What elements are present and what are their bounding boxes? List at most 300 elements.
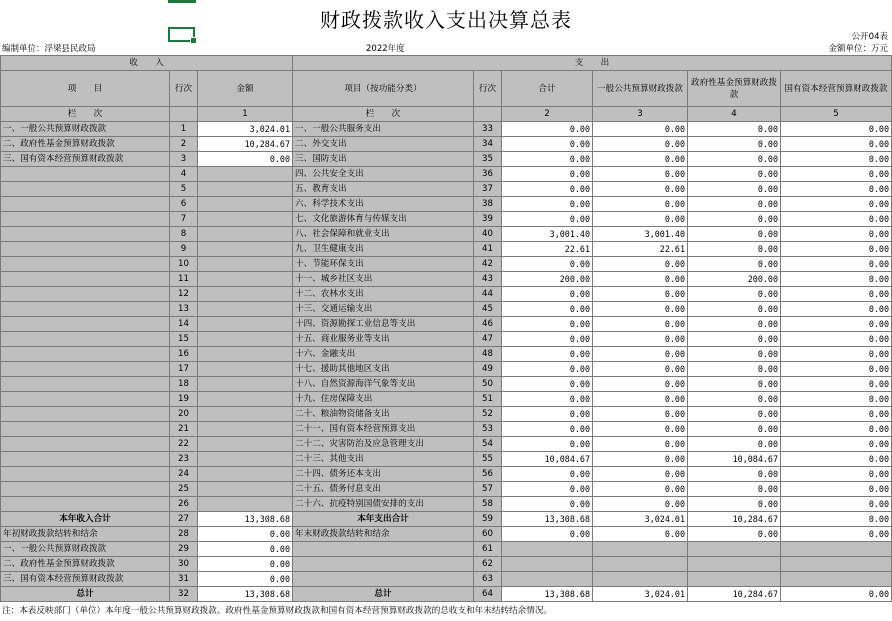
expense-total-cell[interactable]: 200.00 (502, 272, 593, 287)
income-row-no-cell[interactable]: 27 (170, 512, 198, 527)
income-amount-cell[interactable] (198, 332, 293, 347)
income-amount-cell[interactable] (198, 212, 293, 227)
income-item-cell[interactable] (1, 437, 170, 452)
expense-state-capital-cell[interactable] (781, 572, 892, 587)
income-row-no-cell[interactable]: 8 (170, 227, 198, 242)
income-amount-cell[interactable] (198, 422, 293, 437)
expense-row-no-cell[interactable]: 51 (474, 392, 502, 407)
expense-item-cell[interactable]: 二十三、其他支出 (293, 452, 474, 467)
expense-gen-budget-cell[interactable]: 0.00 (593, 197, 688, 212)
expense-gov-fund-cell[interactable]: 0.00 (688, 332, 781, 347)
expense-total-cell[interactable]: 0.00 (502, 182, 593, 197)
expense-gen-budget-cell[interactable]: 0.00 (593, 272, 688, 287)
income-row-no-cell[interactable]: 22 (170, 437, 198, 452)
income-row-no-cell[interactable]: 4 (170, 167, 198, 182)
expense-total-cell[interactable]: 0.00 (502, 347, 593, 362)
footnote: 注：本表反映部门（单位）本年度一般公共预算财政拨款、政府性基金预算财政拨款和国有资本经营预算财政拨款的总收支和年末结转结余情况。 (2, 606, 553, 616)
income-row-no-cell[interactable]: 5 (170, 182, 198, 197)
income-amount-cell[interactable]: 0.00 (198, 557, 293, 572)
expense-state-capital-cell[interactable]: 0.00 (781, 497, 892, 512)
expense-item-cell[interactable]: 七、文化旅游体育与传媒支出 (293, 212, 474, 227)
expense-row-no-cell[interactable]: 47 (474, 332, 502, 347)
header-item: 项 目 (1, 71, 170, 107)
income-row-no-cell[interactable]: 21 (170, 422, 198, 437)
income-row-no-cell[interactable]: 11 (170, 272, 198, 287)
expense-item-cell[interactable]: 六、科学技术支出 (293, 197, 474, 212)
expense-item-cell[interactable]: 一、一般公共服务支出 (293, 122, 474, 137)
income-amount-cell[interactable] (198, 482, 293, 497)
expense-gen-budget-cell[interactable]: 0.00 (593, 137, 688, 152)
income-row-no-cell[interactable]: 9 (170, 242, 198, 257)
expense-item-cell[interactable]: 十九、住房保障支出 (293, 392, 474, 407)
income-row-no-cell[interactable]: 10 (170, 257, 198, 272)
expense-item-cell[interactable]: 十、节能环保支出 (293, 257, 474, 272)
income-row-no-cell[interactable]: 14 (170, 317, 198, 332)
expense-gen-budget-cell[interactable]: 0.00 (593, 347, 688, 362)
expense-gen-budget-cell[interactable]: 0.00 (593, 452, 688, 467)
income-item-cell[interactable]: 二、政府性基金预算财政拨款 (1, 137, 170, 152)
expense-row-no-cell[interactable]: 35 (474, 152, 502, 167)
income-amount-cell[interactable] (198, 407, 293, 422)
income-item-cell[interactable] (1, 302, 170, 317)
expense-state-capital-cell[interactable]: 0.00 (781, 152, 892, 167)
expense-item-cell[interactable]: 年末财政拨款结转和结余 (293, 527, 474, 542)
expense-total-cell[interactable]: 0.00 (502, 167, 593, 182)
income-row-no-cell[interactable]: 32 (170, 587, 198, 602)
income-row-no-cell[interactable]: 31 (170, 572, 198, 587)
expense-row-no-cell[interactable]: 37 (474, 182, 502, 197)
income-item-cell[interactable] (1, 347, 170, 362)
expense-gen-budget-cell[interactable]: 0.00 (593, 167, 688, 182)
expense-row-no-cell[interactable]: 46 (474, 317, 502, 332)
expense-total-cell[interactable]: 0.00 (502, 257, 593, 272)
expense-item-cell[interactable]: 十六、金融支出 (293, 347, 474, 362)
expense-state-capital-cell[interactable]: 0.00 (781, 392, 892, 407)
income-amount-cell[interactable] (198, 272, 293, 287)
expense-state-capital-cell[interactable]: 0.00 (781, 197, 892, 212)
expense-state-capital-cell[interactable]: 0.00 (781, 182, 892, 197)
expense-state-capital-cell[interactable]: 0.00 (781, 332, 892, 347)
expense-gen-budget-cell[interactable]: 0.00 (593, 392, 688, 407)
expense-row-no-cell[interactable]: 61 (474, 542, 502, 557)
income-item-cell[interactable] (1, 332, 170, 347)
income-row-no-cell[interactable]: 12 (170, 287, 198, 302)
expense-total-cell[interactable]: 0.00 (502, 467, 593, 482)
income-item-cell[interactable]: 本年收入合计 (1, 512, 170, 527)
income-item-cell[interactable]: 三、国有资本经营预算财政拨款 (1, 152, 170, 167)
expense-row-no-cell[interactable]: 45 (474, 302, 502, 317)
money-unit: 金额单位：万元 (828, 44, 888, 54)
table-row (1, 362, 892, 377)
income-amount-cell[interactable] (198, 182, 293, 197)
expense-item-cell[interactable]: 二十、粮油物资储备支出 (293, 407, 474, 422)
income-item-cell[interactable] (1, 212, 170, 227)
expense-gov-fund-cell[interactable]: 0.00 (688, 377, 781, 392)
col-index-1: 1 (198, 107, 293, 122)
income-row-no-cell[interactable]: 17 (170, 362, 198, 377)
expense-row-no-cell[interactable]: 33 (474, 122, 502, 137)
income-row-no-cell[interactable]: 13 (170, 302, 198, 317)
income-item-cell[interactable]: 总计 (1, 587, 170, 602)
income-amount-cell[interactable] (198, 497, 293, 512)
expense-item-cell[interactable]: 总计 (293, 587, 474, 602)
expense-gen-budget-cell[interactable]: 0.00 (593, 257, 688, 272)
expense-gov-fund-cell[interactable]: 0.00 (688, 137, 781, 152)
expense-gov-fund-cell[interactable]: 0.00 (688, 422, 781, 437)
expense-gov-fund-cell[interactable]: 10,284.67 (688, 587, 781, 602)
income-row-no-cell[interactable]: 1 (170, 122, 198, 137)
expense-gen-budget-cell[interactable] (593, 542, 688, 557)
expense-total-cell[interactable]: 0.00 (502, 497, 593, 512)
income-item-cell[interactable]: 一、一般公共预算财政拨款 (1, 542, 170, 557)
income-item-cell[interactable] (1, 392, 170, 407)
expense-gov-fund-cell[interactable]: 0.00 (688, 482, 781, 497)
income-row-no-cell[interactable]: 29 (170, 542, 198, 557)
header-amount: 金额 (198, 71, 293, 107)
expense-gov-fund-cell[interactable]: 0.00 (688, 407, 781, 422)
expense-gov-fund-cell[interactable] (688, 572, 781, 587)
expense-gen-budget-cell[interactable]: 0.00 (593, 467, 688, 482)
income-row-no-cell[interactable]: 25 (170, 482, 198, 497)
expense-item-cell[interactable]: 四、公共安全支出 (293, 167, 474, 182)
income-item-cell[interactable] (1, 287, 170, 302)
income-row-no-cell[interactable]: 16 (170, 347, 198, 362)
expense-row-no-cell[interactable]: 60 (474, 527, 502, 542)
expense-item-cell[interactable]: 十五、商业服务业等支出 (293, 332, 474, 347)
expense-total-cell[interactable]: 0.00 (502, 377, 593, 392)
expense-state-capital-cell[interactable]: 0.00 (781, 137, 892, 152)
income-row-no-cell[interactable]: 23 (170, 452, 198, 467)
expense-state-capital-cell[interactable]: 0.00 (781, 512, 892, 527)
expense-total-cell[interactable]: 0.00 (502, 407, 593, 422)
income-amount-cell[interactable] (198, 257, 293, 272)
expense-gen-budget-cell[interactable]: 0.00 (593, 317, 688, 332)
expense-row-no-cell[interactable]: 63 (474, 572, 502, 587)
income-amount-cell[interactable]: 13,308.68 (198, 587, 293, 602)
expense-state-capital-cell[interactable]: 0.00 (781, 272, 892, 287)
income-row-no-cell[interactable]: 26 (170, 497, 198, 512)
expense-row-no-cell[interactable]: 58 (474, 497, 502, 512)
income-item-cell[interactable] (1, 377, 170, 392)
income-item-cell[interactable] (1, 467, 170, 482)
expense-total-cell[interactable]: 0.00 (502, 527, 593, 542)
expense-row-no-cell[interactable]: 55 (474, 452, 502, 467)
expense-total-cell[interactable]: 0.00 (502, 482, 593, 497)
expense-item-cell[interactable] (293, 557, 474, 572)
income-amount-cell[interactable] (198, 167, 293, 182)
expense-state-capital-cell[interactable]: 0.00 (781, 257, 892, 272)
income-row-no-cell[interactable]: 28 (170, 527, 198, 542)
income-item-cell[interactable] (1, 272, 170, 287)
expense-row-no-cell[interactable]: 59 (474, 512, 502, 527)
expense-state-capital-cell[interactable]: 0.00 (781, 377, 892, 392)
expense-gen-budget-cell[interactable]: 0.00 (593, 482, 688, 497)
expense-total-cell[interactable]: 0.00 (502, 392, 593, 407)
expense-state-capital-cell[interactable]: 0.00 (781, 167, 892, 182)
expense-item-cell[interactable]: 三、国防支出 (293, 152, 474, 167)
expense-state-capital-cell[interactable]: 0.00 (781, 482, 892, 497)
expense-gen-budget-cell[interactable] (593, 557, 688, 572)
expense-gen-budget-cell[interactable]: 22.61 (593, 242, 688, 257)
expense-gov-fund-cell[interactable] (688, 557, 781, 572)
income-item-cell[interactable] (1, 362, 170, 377)
expense-state-capital-cell[interactable]: 0.00 (781, 452, 892, 467)
fill-handle[interactable] (190, 37, 197, 44)
income-item-cell[interactable] (1, 242, 170, 257)
expense-gen-budget-cell[interactable]: 0.00 (593, 302, 688, 317)
expense-total-cell[interactable]: 0.00 (502, 317, 593, 332)
expense-total-cell[interactable]: 0.00 (502, 152, 593, 167)
income-item-cell[interactable] (1, 197, 170, 212)
income-amount-cell[interactable] (198, 227, 293, 242)
income-row-no-cell[interactable]: 18 (170, 377, 198, 392)
expense-state-capital-cell[interactable]: 0.00 (781, 362, 892, 377)
expense-state-capital-cell[interactable]: 0.00 (781, 227, 892, 242)
income-row-no-cell[interactable]: 2 (170, 137, 198, 152)
expense-gov-fund-cell[interactable]: 200.00 (688, 272, 781, 287)
income-item-cell[interactable]: 二、政府性基金预算财政拨款 (1, 557, 170, 572)
expense-gov-fund-cell[interactable]: 0.00 (688, 287, 781, 302)
expense-gov-fund-cell[interactable]: 0.00 (688, 527, 781, 542)
income-amount-cell[interactable] (198, 197, 293, 212)
expense-item-cell[interactable] (293, 542, 474, 557)
income-row-no-cell[interactable]: 24 (170, 467, 198, 482)
expense-total-cell[interactable]: 13,308.68 (502, 587, 593, 602)
expense-row-no-cell[interactable]: 36 (474, 167, 502, 182)
income-item-cell[interactable] (1, 257, 170, 272)
expense-total-cell[interactable]: 0.00 (502, 137, 593, 152)
expense-item-cell[interactable]: 八、社会保障和就业支出 (293, 227, 474, 242)
expense-row-no-cell[interactable]: 38 (474, 197, 502, 212)
expense-item-cell[interactable] (293, 572, 474, 587)
income-item-cell[interactable] (1, 452, 170, 467)
income-amount-cell[interactable] (198, 287, 293, 302)
expense-state-capital-cell[interactable]: 0.00 (781, 242, 892, 257)
expense-gen-budget-cell[interactable]: 0.00 (593, 407, 688, 422)
income-amount-cell[interactable]: 13,308.68 (198, 512, 293, 527)
income-amount-cell[interactable] (198, 392, 293, 407)
expense-item-cell[interactable]: 本年支出合计 (293, 512, 474, 527)
expense-state-capital-cell[interactable]: 0.00 (781, 587, 892, 602)
income-amount-cell[interactable] (198, 467, 293, 482)
income-row-no-cell[interactable]: 20 (170, 407, 198, 422)
income-amount-cell[interactable]: 0.00 (198, 527, 293, 542)
expense-gov-fund-cell[interactable]: 0.00 (688, 362, 781, 377)
expense-gen-budget-cell[interactable]: 3,024.01 (593, 587, 688, 602)
expense-gen-budget-cell[interactable]: 0.00 (593, 332, 688, 347)
expense-state-capital-cell[interactable]: 0.00 (781, 347, 892, 362)
expense-row-no-cell[interactable]: 49 (474, 362, 502, 377)
income-amount-cell[interactable] (198, 377, 293, 392)
expense-row-no-cell[interactable]: 56 (474, 467, 502, 482)
expense-gen-budget-cell[interactable]: 0.00 (593, 527, 688, 542)
expense-gen-budget-cell[interactable]: 0.00 (593, 362, 688, 377)
expense-gov-fund-cell[interactable]: 0.00 (688, 122, 781, 137)
expense-total-cell[interactable]: 3,001.40 (502, 227, 593, 242)
expense-row-no-cell[interactable]: 52 (474, 407, 502, 422)
expense-gen-budget-cell[interactable]: 0.00 (593, 497, 688, 512)
expense-gen-budget-cell[interactable]: 0.00 (593, 437, 688, 452)
income-item-cell[interactable]: 年初财政拨款结转和结余 (1, 527, 170, 542)
expense-state-capital-cell[interactable]: 0.00 (781, 302, 892, 317)
expense-total-cell[interactable]: 0.00 (502, 437, 593, 452)
expense-row-no-cell[interactable]: 34 (474, 137, 502, 152)
unit-org: 编制单位：浮梁县民政局 (2, 44, 96, 54)
expense-row-no-cell[interactable]: 43 (474, 272, 502, 287)
expense-gov-fund-cell[interactable]: 0.00 (688, 497, 781, 512)
expense-state-capital-cell[interactable] (781, 557, 892, 572)
expense-gov-fund-cell[interactable]: 0.00 (688, 392, 781, 407)
income-amount-cell[interactable]: 0.00 (198, 572, 293, 587)
expense-gen-budget-cell[interactable]: 0.00 (593, 182, 688, 197)
income-amount-cell[interactable] (198, 242, 293, 257)
expense-total-cell[interactable]: 0.00 (502, 362, 593, 377)
expense-row-no-cell[interactable]: 40 (474, 227, 502, 242)
expense-gov-fund-cell[interactable]: 0.00 (688, 317, 781, 332)
expense-row-no-cell[interactable]: 48 (474, 347, 502, 362)
expense-gov-fund-cell[interactable]: 0.00 (688, 302, 781, 317)
income-row-no-cell[interactable]: 7 (170, 212, 198, 227)
expense-row-no-cell[interactable]: 42 (474, 257, 502, 272)
expense-state-capital-cell[interactable]: 0.00 (781, 287, 892, 302)
expense-state-capital-cell[interactable]: 0.00 (781, 437, 892, 452)
income-amount-cell[interactable]: 10,284.67 (198, 137, 293, 152)
expense-gov-fund-cell[interactable]: 0.00 (688, 182, 781, 197)
expense-state-capital-cell[interactable]: 0.00 (781, 212, 892, 227)
income-row-no-cell[interactable]: 15 (170, 332, 198, 347)
expense-gen-budget-cell[interactable]: 3,024.01 (593, 512, 688, 527)
expense-gov-fund-cell[interactable]: 0.00 (688, 167, 781, 182)
expense-item-cell[interactable]: 二十六、抗疫特别国债安排的支出 (293, 497, 474, 512)
expense-gen-budget-cell[interactable]: 0.00 (593, 287, 688, 302)
expense-gov-fund-cell[interactable] (688, 542, 781, 557)
income-amount-cell[interactable]: 0.00 (198, 542, 293, 557)
expense-gov-fund-cell[interactable]: 10,284.67 (688, 512, 781, 527)
expense-item-cell[interactable]: 二十五、债务付息支出 (293, 482, 474, 497)
expense-gen-budget-cell[interactable]: 3,001.40 (593, 227, 688, 242)
expense-row-no-cell[interactable]: 53 (474, 422, 502, 437)
table-row (1, 407, 892, 422)
expense-item-cell[interactable]: 二、外交支出 (293, 137, 474, 152)
expense-row-no-cell[interactable]: 54 (474, 437, 502, 452)
income-row-no-cell[interactable]: 19 (170, 392, 198, 407)
expense-state-capital-cell[interactable] (781, 542, 892, 557)
income-row-no-cell[interactable]: 30 (170, 557, 198, 572)
income-section-header: 收 入 (1, 56, 293, 71)
income-amount-cell[interactable] (198, 317, 293, 332)
expense-gen-budget-cell[interactable]: 0.00 (593, 212, 688, 227)
expense-gov-fund-cell[interactable]: 0.00 (688, 467, 781, 482)
income-item-cell[interactable] (1, 227, 170, 242)
expense-gen-budget-cell[interactable]: 0.00 (593, 122, 688, 137)
income-amount-cell[interactable] (198, 452, 293, 467)
expense-state-capital-cell[interactable]: 0.00 (781, 407, 892, 422)
expense-total-cell[interactable]: 0.00 (502, 287, 593, 302)
income-item-cell[interactable] (1, 167, 170, 182)
expense-state-capital-cell[interactable]: 0.00 (781, 122, 892, 137)
income-amount-cell[interactable] (198, 347, 293, 362)
expense-item-cell[interactable]: 十三、交通运输支出 (293, 302, 474, 317)
income-item-cell[interactable] (1, 407, 170, 422)
expense-state-capital-cell[interactable]: 0.00 (781, 527, 892, 542)
expense-gen-budget-cell[interactable]: 0.00 (593, 377, 688, 392)
expense-item-cell[interactable]: 九、卫生健康支出 (293, 242, 474, 257)
expense-item-cell[interactable]: 二十二、灾害防治及应急管理支出 (293, 437, 474, 452)
expense-total-cell[interactable]: 22.61 (502, 242, 593, 257)
expense-total-cell[interactable] (502, 572, 593, 587)
expense-state-capital-cell[interactable]: 0.00 (781, 422, 892, 437)
income-item-cell[interactable] (1, 482, 170, 497)
expense-total-cell[interactable]: 0.00 (502, 302, 593, 317)
expense-state-capital-cell[interactable]: 0.00 (781, 317, 892, 332)
expense-item-cell[interactable]: 二十四、债务还本支出 (293, 467, 474, 482)
expense-gov-fund-cell[interactable]: 0.00 (688, 242, 781, 257)
expense-gov-fund-cell[interactable]: 0.00 (688, 227, 781, 242)
income-row-no-cell[interactable]: 3 (170, 152, 198, 167)
expense-total-cell[interactable]: 10,084.67 (502, 452, 593, 467)
expense-item-cell[interactable]: 十二、农林水支出 (293, 287, 474, 302)
expense-row-no-cell[interactable]: 39 (474, 212, 502, 227)
expense-gen-budget-cell[interactable]: 0.00 (593, 422, 688, 437)
income-amount-cell[interactable] (198, 437, 293, 452)
expense-state-capital-cell[interactable]: 0.00 (781, 467, 892, 482)
expense-total-cell[interactable] (502, 542, 593, 557)
expense-item-cell[interactable]: 十七、援助其他地区支出 (293, 362, 474, 377)
income-amount-cell[interactable] (198, 302, 293, 317)
expense-item-cell[interactable]: 十四、资源勘探工业信息等支出 (293, 317, 474, 332)
expense-item-cell[interactable]: 五、教育支出 (293, 182, 474, 197)
expense-item-cell[interactable]: 十八、自然资源海洋气象等支出 (293, 377, 474, 392)
expense-gov-fund-cell[interactable]: 0.00 (688, 152, 781, 167)
expense-total-cell[interactable]: 0.00 (502, 332, 593, 347)
expense-row-no-cell[interactable]: 44 (474, 287, 502, 302)
expense-total-cell[interactable]: 0.00 (502, 422, 593, 437)
expense-item-cell[interactable]: 十一、城乡社区支出 (293, 272, 474, 287)
expense-gov-fund-cell[interactable]: 0.00 (688, 437, 781, 452)
expense-gen-budget-cell[interactable]: 0.00 (593, 152, 688, 167)
income-amount-cell[interactable] (198, 362, 293, 377)
expense-row-no-cell[interactable]: 57 (474, 482, 502, 497)
expense-total-cell[interactable]: 13,308.68 (502, 512, 593, 527)
table-row (1, 512, 892, 527)
income-item-cell[interactable] (1, 317, 170, 332)
income-item-cell[interactable]: 一、一般公共预算财政拨款 (1, 122, 170, 137)
income-item-cell[interactable]: 三、国有资本经营预算财政拨款 (1, 572, 170, 587)
income-amount-cell[interactable]: 3,024.01 (198, 122, 293, 137)
expense-item-cell[interactable]: 二十一、国有资本经营预算支出 (293, 422, 474, 437)
report-title: 财政拨款收入支出决算总表 (320, 8, 572, 32)
expense-row-no-cell[interactable]: 41 (474, 242, 502, 257)
expense-total-cell[interactable]: 0.00 (502, 212, 593, 227)
expense-gen-budget-cell[interactable] (593, 572, 688, 587)
income-item-cell[interactable] (1, 182, 170, 197)
expense-row-no-cell[interactable]: 62 (474, 557, 502, 572)
income-item-cell[interactable] (1, 497, 170, 512)
expense-row-no-cell[interactable]: 64 (474, 587, 502, 602)
expense-gov-fund-cell[interactable]: 0.00 (688, 257, 781, 272)
expense-gov-fund-cell[interactable]: 0.00 (688, 197, 781, 212)
expense-gov-fund-cell[interactable]: 10,084.67 (688, 452, 781, 467)
expense-total-cell[interactable]: 0.00 (502, 122, 593, 137)
income-row-no-cell[interactable]: 6 (170, 197, 198, 212)
expense-row-no-cell[interactable]: 50 (474, 377, 502, 392)
expense-total-cell[interactable]: 0.00 (502, 197, 593, 212)
income-item-cell[interactable] (1, 422, 170, 437)
expense-gov-fund-cell[interactable]: 0.00 (688, 347, 781, 362)
expense-gov-fund-cell[interactable]: 0.00 (688, 212, 781, 227)
income-amount-cell[interactable]: 0.00 (198, 152, 293, 167)
expense-total-cell[interactable] (502, 557, 593, 572)
